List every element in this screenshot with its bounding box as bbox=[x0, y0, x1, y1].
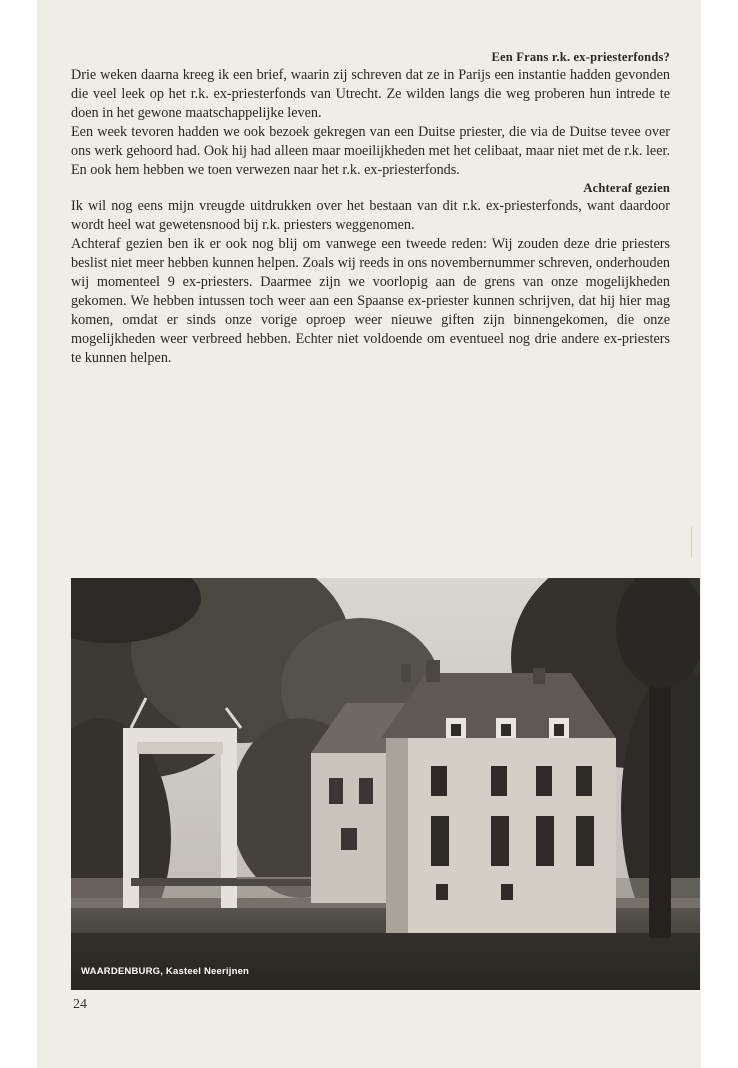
scan-edge-mark bbox=[691, 527, 698, 557]
castle-photograph bbox=[71, 578, 700, 990]
paragraph-vreugde: Ik wil nog eens mijn vreugde uitdrukken over het bestaan van dit r.k. ex-priesterfonds, want daardoor wordt heel wat gewetensnood bij r.k. priesters weggenomen. bbox=[71, 198, 670, 234]
photo-caption: WAARDENBURG, Kasteel Neerijnen bbox=[81, 966, 250, 977]
article-text bbox=[71, 48, 670, 368]
page-number: 24 bbox=[73, 997, 87, 1012]
paragraph-brief-parijs: Drie weken daarna kreeg ik een brief, waarin zij schreven dat ze in Parijs een instantie hadden gevonden die veel leek op het r.k. ex-priesterfonds van Utrecht. Ze wilden langs die weg proberen hun intrede te doen in het gewone maatschappelijke leven. bbox=[71, 67, 670, 121]
paragraph-tweede-reden: Achteraf gezien ben ik er ook nog blij om vanwege een tweede reden: Wij zouden deze drie priesters beslist niet meer hebben kunnen helpen. Zoals wij reeds in ons novembernummer schreven, onderhouden wij momenteel 9 ex-priesters. Daarmee zijn we voorlopig aan de grens van onze mogelijkheden gekomen. We hebben intussen toch weer aan een Spaanse ex-priester kunnen schrijven, dat hij hier mag komen, omdat er sinds onze vorige oproep weer nieuwe giften zijn binnengekomen, die onze mogelijkheden weer verbreed hebben. Echter niet voldoende om eventueel nog drie andere ex-priesters te kunnen helpen. bbox=[71, 236, 670, 366]
paragraph-duitse-priester: Een week tevoren hadden we ook bezoek gekregen van een Duitse priester, die via de Duitse tevee over ons werk gehoord had. Ook hij had alleen maar moeilijkheden met het celibaat, maar niet met de r.k. leer. En ook hem hebben we toen verwezen naar het r.k. ex-priesterfonds. bbox=[71, 123, 670, 178]
section-heading-frans-fonds: Een Frans r.k. ex-priesterfonds? bbox=[491, 50, 670, 64]
section-heading-achteraf: Achteraf gezien bbox=[583, 181, 670, 196]
castle-photo-illustration bbox=[71, 578, 700, 990]
